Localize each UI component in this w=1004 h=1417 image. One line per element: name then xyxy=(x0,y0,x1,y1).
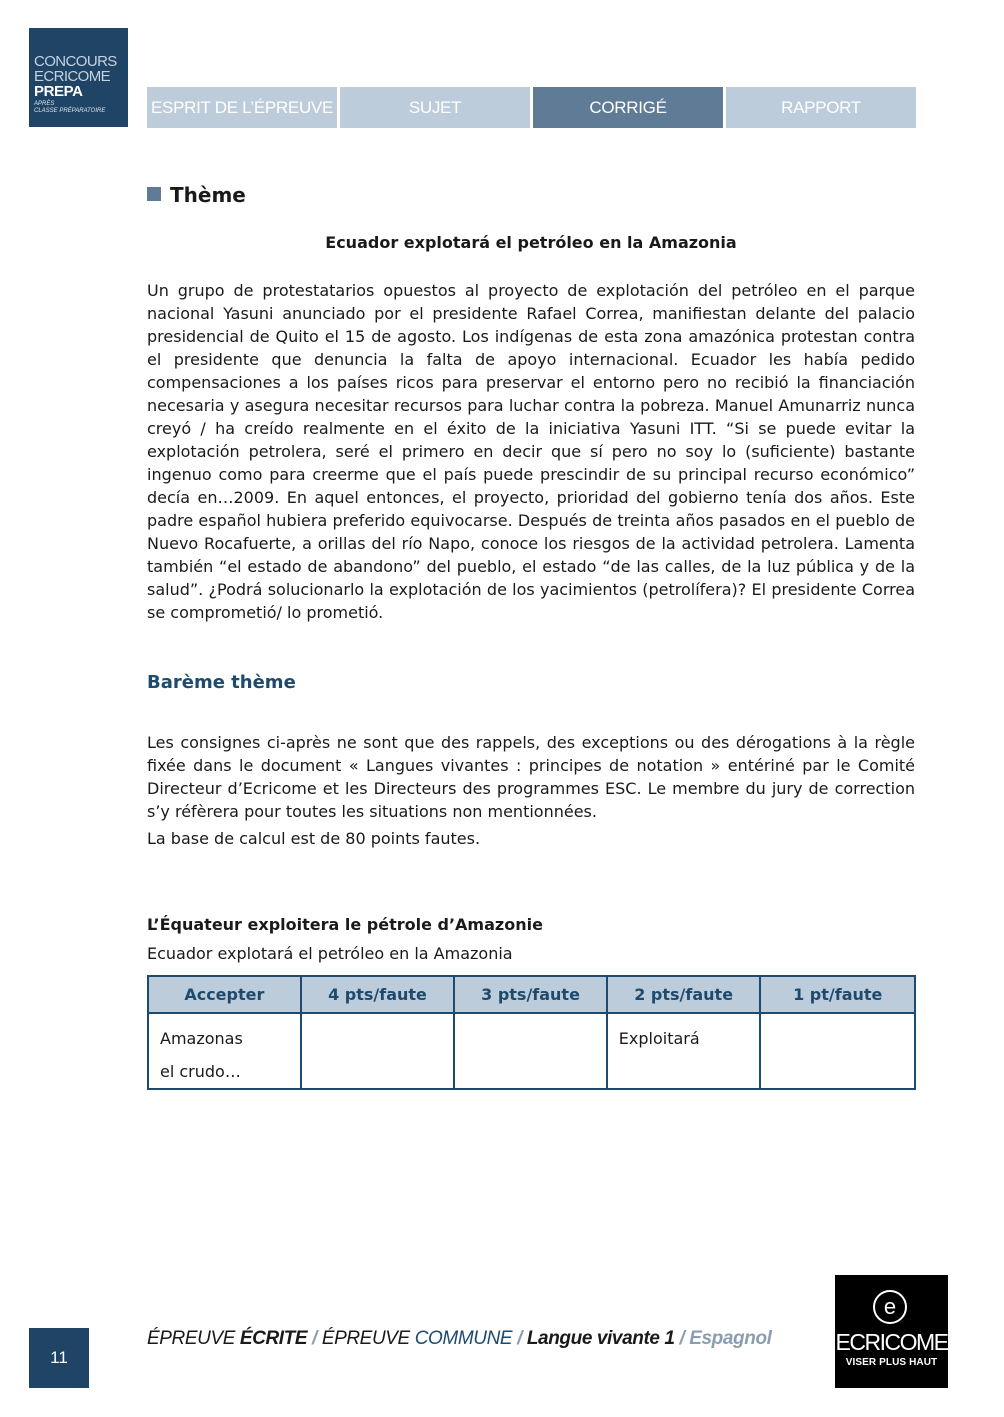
cell-2pts: Exploitará xyxy=(607,1013,761,1089)
footer-langue: Langue vivante 1 xyxy=(526,1328,675,1349)
logo-line-classe: CLASSE PRÉPARATOIRE xyxy=(34,108,106,114)
tab-rapport[interactable]: RAPPORT xyxy=(726,87,916,128)
footer-ecrite: ÉCRITE xyxy=(239,1328,308,1349)
logo-line-concours: CONCOURS xyxy=(34,53,117,70)
footer-separator: / xyxy=(512,1328,527,1349)
tab-esprit[interactable]: ESPRIT DE L’ÉPREUVE xyxy=(147,87,337,128)
header-1pt: 1 pt/faute xyxy=(760,976,915,1013)
logo-line-prepa: PREPA xyxy=(34,83,83,100)
footer-epreuve: ÉPREUVE xyxy=(147,1328,240,1349)
section-tabs xyxy=(147,87,916,128)
tab-sujet[interactable]: SUJET xyxy=(340,87,530,128)
header-3pts: 3 pts/faute xyxy=(454,976,607,1013)
bareme-table xyxy=(147,975,916,1090)
cell-4pts xyxy=(301,1013,455,1089)
bareme-intro: Les consignes ci-après ne sont que des rappels, des exceptions ou des dérogations à la règle fixée dans le document « Langues vivantes : principes de notation » entériné par le Comité Directeur d’Ecricome et les Directeurs des programmes ESC. Le membre du jury de correction s’y réfèrera pour toutes les situations non mentionnées. xyxy=(147,733,915,821)
concours-logo xyxy=(29,28,128,127)
table-row xyxy=(148,1013,915,1089)
brand-name: ECRICOME xyxy=(835,1329,948,1355)
footer-epreuve-2: ÉPREUVE xyxy=(321,1328,415,1349)
bareme-base: La base de calcul est de 80 points fautes. xyxy=(147,829,481,848)
square-bullet-icon xyxy=(147,187,161,201)
footer-breadcrumb xyxy=(147,1328,772,1350)
ecricome-e-icon xyxy=(872,1289,908,1325)
logo-line-ecricome: ECRICOME xyxy=(34,68,111,85)
table-subtitle: Ecuador explotará el petróleo en la Amazonia xyxy=(147,944,513,963)
article-body: Un grupo de protestatarios opuestos al proyecto de explotación del petróleo en el parque nacional Yasuni anunciado por el presidente Rafael Correa, manifiestan delante del palacio presidencial de Quito el 15 de agosto. Los indígenas de esta zona amazónica protestan contra el presidente que denuncia la falta de apoyo internacional. Ecuador les había pedido compensaciones a los países ricos para preservar el entorno pero no recibió la financiación necesaria y asegura necesitar recursos para luchar contra la pobreza. Manuel Amunarriz nunca creyó / ha creído realmente en el éxito de la iniciativa Yasuni ITT. “Si se puede evitar la explotación petrolera, seré el primero en decir que sí pero no soy lo (suficiente) bastante ingenuo como para creerme que el país puede prescindir de su principal recurso económico” decía en…2009. En aquel entonces, el proyecto, prioridad del gobierno tenía dos años. Este padre español hubiera preferido equivocarse. Después de treinta años pasados en el pueblo de Nuevo Rocafuerte, a orillas del río Napo, conoce los riesgos de la actividad petrolera. Lamenta también “el estado de abandono” del pueblo, el estado “de las calles, de la luz pública y de la salud”. ¿Podrá solucionarlo la explotación de los yacimientos (petrolífera)? El presidente Correa se comprometió/ lo prometió. xyxy=(147,281,915,622)
logo-line-apres: APRÈS xyxy=(34,101,55,107)
section-title-text: Thème xyxy=(170,183,246,207)
footer-separator: / xyxy=(674,1328,690,1349)
brand-tagline: VISER PLUS HAUT xyxy=(845,1357,938,1368)
footer-separator: / xyxy=(307,1328,322,1349)
accept-item-amazonas: Amazonas xyxy=(160,1029,243,1048)
header-4pts: 4 pts/faute xyxy=(301,976,455,1013)
bareme-heading: Barème thème xyxy=(147,672,296,693)
ecricome-brand-logo xyxy=(835,1275,948,1388)
footer-commune: COMMUNE xyxy=(414,1328,513,1349)
tab-corrige[interactable]: CORRIGÉ xyxy=(533,87,723,128)
section-title xyxy=(147,183,246,207)
header-accepter: Accepter xyxy=(148,976,301,1013)
cell-1pt xyxy=(760,1013,915,1089)
header-2pts: 2 pts/faute xyxy=(607,976,761,1013)
page-number: 11 xyxy=(29,1328,89,1388)
cell-accepter xyxy=(148,1013,301,1089)
cell-3pts xyxy=(454,1013,607,1089)
footer-espagnol: Espagnol xyxy=(689,1328,772,1349)
svg-text:e: e xyxy=(883,1294,897,1319)
table-header-row xyxy=(148,976,915,1013)
table-title: L’Équateur exploitera le pétrole d’Amazonie xyxy=(147,915,543,934)
accept-item-crudo: el crudo… xyxy=(160,1062,241,1081)
article-title: Ecuador explotará el petróleo en la Amazonia xyxy=(325,233,737,252)
